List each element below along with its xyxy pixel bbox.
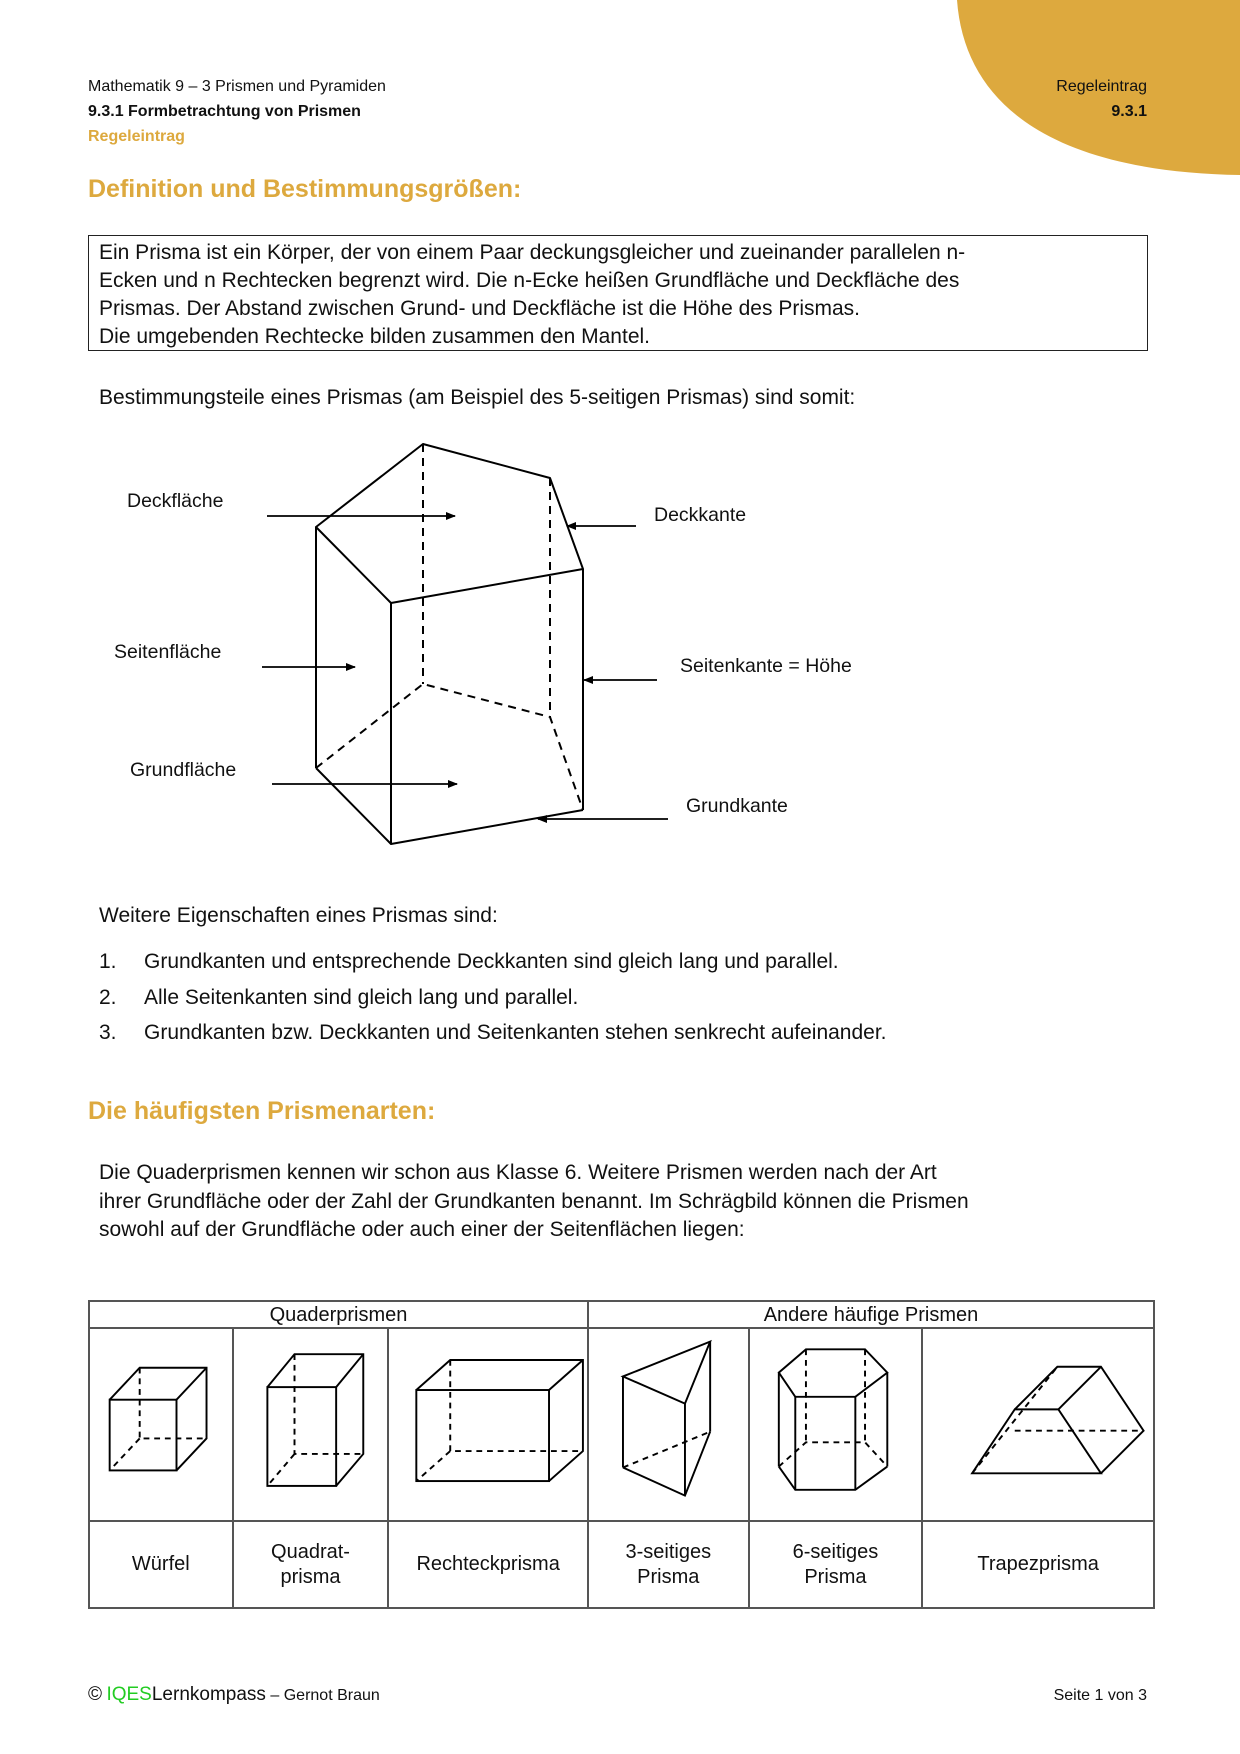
trapezoid-prism-icon — [924, 1329, 1152, 1514]
definition-line: Die umgebenden Rechtecke bilden zusammen den Mantel. — [99, 325, 650, 348]
copyright-icon: © — [88, 1684, 102, 1705]
list-number: 3. — [99, 1021, 117, 1044]
name-line: Würfel — [131, 1553, 190, 1575]
label-grundkante: Grundkante — [686, 795, 788, 817]
name-line: 3-seitiges — [625, 1540, 712, 1563]
label-deckkante: Deckkante — [654, 504, 747, 526]
label-seitenflaeche: Seitenfläche — [114, 641, 222, 663]
category-label: Regeleintrag — [88, 128, 185, 145]
label-grundflaeche: Grundfläche — [130, 759, 237, 781]
cube-icon — [91, 1329, 231, 1514]
trapezoid-prism-figure — [922, 1328, 1154, 1521]
group-header-andere: Andere häufige Prismen — [588, 1301, 1154, 1328]
brand-iqes: IQES — [106, 1684, 152, 1705]
corner-number: 9.3.1 — [1111, 103, 1147, 120]
brand-lernkompass: Lernkompass — [151, 1684, 266, 1705]
name-trapezprisma — [922, 1521, 1154, 1608]
label-deckflaeche: Deckfläche — [127, 490, 224, 512]
label-seitenkante: Seitenkante = Höhe — [680, 655, 852, 677]
types-line: ihrer Grundfläche oder der Zahl der Grundkanten benannt. Im Schrägbild können die Prismen — [99, 1189, 969, 1213]
definition-heading: Definition und Bestimmungsgrößen: — [88, 175, 522, 203]
course-title: Mathematik 9 – 3 Prismen und Pyramiden — [88, 78, 386, 95]
properties-intro: Weitere Eigenschaften eines Prismas sind: — [99, 904, 498, 927]
types-line: Die Quaderprismen kennen wir schon aus Klasse 6. Weitere Prismen werden nach der Art — [99, 1161, 937, 1184]
section-title: 9.3.1 Formbetrachtung von Prismen — [88, 103, 361, 120]
name-line: Trapezprisma — [977, 1553, 1099, 1575]
name-6-seitiges-prisma — [749, 1521, 923, 1608]
properties-list — [99, 944, 887, 1051]
hexagonal-prism-figure — [749, 1328, 923, 1521]
types-heading: Die häufigsten Prismenarten: — [88, 1097, 436, 1125]
name-line: Prisma — [637, 1565, 700, 1588]
list-text: Grundkanten und entsprechende Deckkanten sind gleich lang und parallel. — [144, 950, 839, 973]
square-prism-icon — [234, 1329, 386, 1514]
name-wuerfel — [89, 1521, 233, 1608]
list-number: 1. — [99, 950, 117, 973]
corner-category: Regeleintrag — [1056, 78, 1147, 95]
definition-line: Ecken und n Rechtecken begrenzt wird. Die n-Ecke heißen Grundfläche und Deckfläche des — [99, 269, 960, 292]
types-line: sowohl auf der Grundfläche oder auch einer der Seitenflächen liegen: — [99, 1218, 745, 1241]
list-item — [99, 1015, 887, 1051]
rectangular-prism-figure — [388, 1328, 588, 1521]
name-3-seitiges-prisma — [588, 1521, 749, 1608]
definition-line: Prismas. Der Abstand zwischen Grund- und Deckfläche ist die Höhe des Prismas. — [99, 297, 860, 320]
name-line: Quadrat- — [271, 1540, 350, 1563]
definition-line: Ein Prisma ist ein Körper, der von einem Paar deckungsgleicher und zueinander parallelen n- — [99, 241, 966, 264]
author: – Gernot Braun — [270, 1687, 380, 1704]
diagram-intro: Bestimmungsteile eines Prismas (am Beispiel des 5-seitigen Prismas) sind somit: — [99, 386, 856, 409]
prism-types-table — [88, 1300, 1155, 1609]
name-quadratprisma — [233, 1521, 389, 1608]
hexagonal-prism-icon — [750, 1329, 920, 1514]
types-intro — [99, 1159, 969, 1245]
triangular-prism-icon — [590, 1329, 747, 1514]
list-item — [99, 980, 887, 1016]
list-item — [99, 944, 887, 980]
list-text: Alle Seitenkanten sind gleich lang und parallel. — [144, 985, 579, 1009]
name-rechteckprisma — [388, 1521, 588, 1608]
name-line: prisma — [280, 1565, 341, 1588]
cube-figure — [89, 1328, 233, 1521]
name-line: Prisma — [804, 1565, 867, 1588]
page-number: Seite 1 von 3 — [1053, 1687, 1147, 1704]
triangular-prism-figure — [588, 1328, 749, 1521]
name-line: 6-seitiges — [792, 1540, 879, 1563]
list-number: 2. — [99, 985, 117, 1009]
square-prism-figure — [233, 1328, 389, 1521]
list-text: Grundkanten bzw. Deckkanten und Seitenkanten stehen senkrecht aufeinander. — [144, 1021, 887, 1044]
name-line: Rechteckprisma — [416, 1553, 560, 1575]
group-header-quaderprismen: Quaderprismen — [89, 1301, 588, 1328]
footer-credit — [88, 1684, 380, 1706]
rectangular-prism-icon — [390, 1329, 586, 1514]
